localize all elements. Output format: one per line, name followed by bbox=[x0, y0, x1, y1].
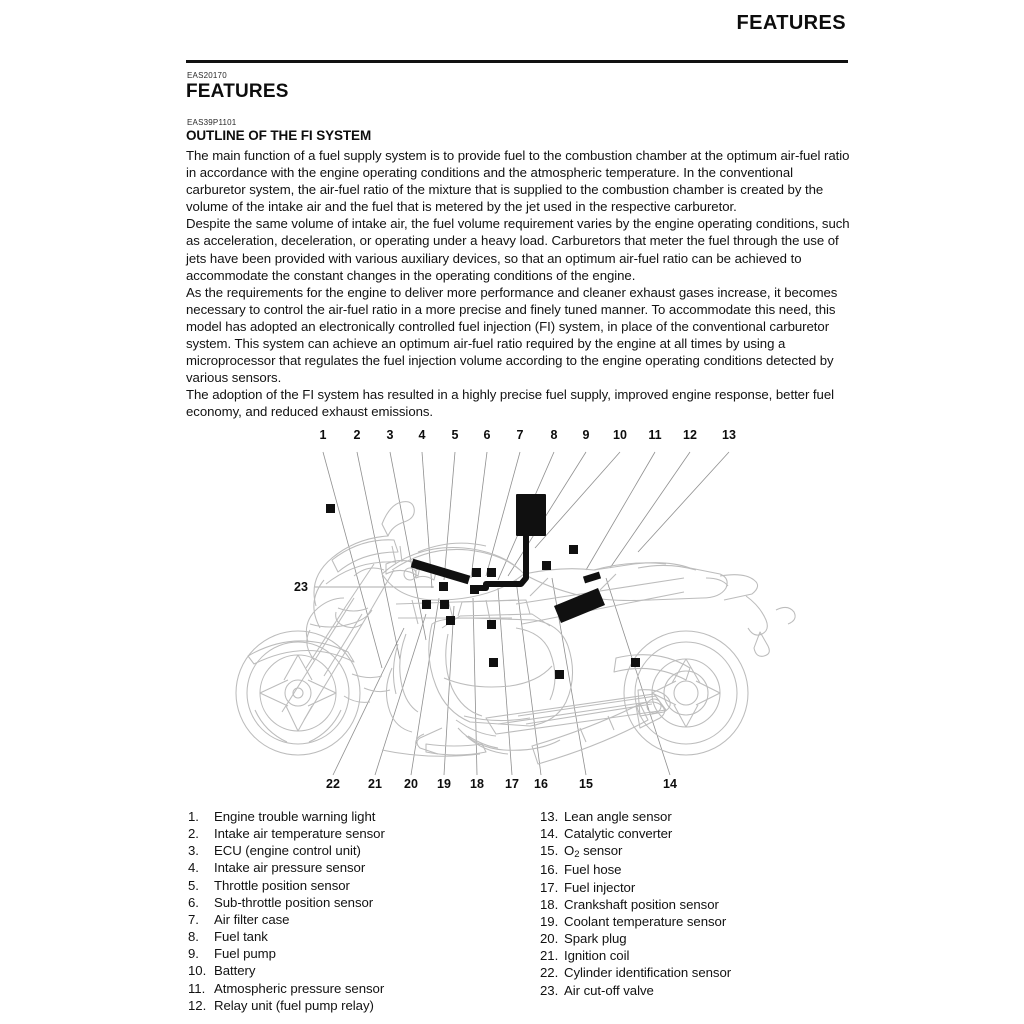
legend-number: 13. bbox=[540, 809, 559, 824]
paragraph-4: The adoption of the FI system has resulted in a highly precise fuel supply, improved engine response, better fuel economy, and reduced exhaust emissions. bbox=[186, 387, 834, 420]
legend-label: Ignition coil bbox=[564, 948, 630, 964]
legend-label: Fuel injector bbox=[564, 879, 636, 895]
section-title: FEATURES bbox=[186, 81, 289, 102]
legend-label: Fuel hose bbox=[564, 862, 622, 878]
list-item bbox=[188, 945, 518, 962]
legend-label: Cylinder identification sensor bbox=[564, 965, 732, 981]
legend-number: 15. bbox=[540, 843, 559, 859]
legend-label: Fuel pump bbox=[214, 946, 276, 962]
legend-number: 22. bbox=[540, 965, 559, 981]
list-item bbox=[188, 980, 518, 997]
callout-23: 23 bbox=[294, 580, 308, 594]
callout-7: 7 bbox=[516, 428, 524, 442]
legend-number: 4. bbox=[188, 860, 199, 876]
callout-13: 13 bbox=[722, 428, 736, 442]
list-item bbox=[188, 859, 518, 876]
callout-22: 22 bbox=[326, 777, 340, 791]
legend-number: 21. bbox=[540, 948, 559, 964]
paragraph-2: Despite the same volume of intake air, the fuel volume requirement varies by the engine operating conditions, such as acceleration, deceleration, or operating under a heavy load. Carburetors that meter the fuel through the use of jets have been provided with various auxiliary devices, so that an optimum air-fuel ratio can be achieved to accommodate the constant changes in the operating conditions of the engine. bbox=[186, 216, 850, 283]
legend-column-right bbox=[540, 808, 851, 999]
legend-number: 7. bbox=[188, 911, 199, 927]
legend-number: 18. bbox=[540, 896, 559, 912]
paragraph-1: The main function of a fuel supply system is to provide fuel to the combustion chamber at the optimum air-fuel ratio in accordance with the engine operating conditions and the atmospheric temperature. In the conventional carburetor system, the air-fuel ratio of the mixture that is supplied to the combustion chamber is created by the volume of the intake air and the fuel that is metered by the jet used in the respective carburetor. bbox=[186, 148, 850, 215]
legend-label: Battery bbox=[214, 963, 256, 979]
callout-2: 2 bbox=[353, 428, 361, 442]
legend-label: Coolant temperature sensor bbox=[564, 913, 727, 929]
list-item bbox=[188, 962, 518, 979]
callout-20: 20 bbox=[404, 777, 418, 791]
legend-label: Fuel tank bbox=[214, 929, 268, 945]
callout-15: 15 bbox=[579, 777, 593, 791]
callout-5: 5 bbox=[451, 428, 459, 442]
section-code: EAS20170 bbox=[187, 71, 227, 80]
legend-label: $O_2$ sensor bbox=[564, 843, 623, 861]
list-item bbox=[540, 947, 851, 964]
list-item bbox=[540, 861, 851, 878]
subsection-title: OUTLINE OF THE FI SYSTEM bbox=[186, 128, 372, 143]
legend-number: 10. bbox=[188, 963, 207, 979]
legend-label: Air cut-off valve bbox=[564, 982, 654, 998]
list-item bbox=[188, 808, 518, 825]
legend-number: 1. bbox=[188, 809, 199, 824]
legend-column-left bbox=[188, 808, 518, 1014]
callout-3: 3 bbox=[386, 428, 394, 442]
legend-number: 9. bbox=[188, 946, 199, 962]
legend-number: 3. bbox=[188, 843, 199, 859]
callout-19: 19 bbox=[437, 777, 451, 791]
legend-label: Atmospheric pressure sensor bbox=[214, 980, 385, 996]
leader-lines-bottom bbox=[333, 578, 670, 775]
callout-17: 17 bbox=[505, 777, 519, 791]
legend-label: Catalytic converter bbox=[564, 826, 673, 842]
legend-label: Spark plug bbox=[564, 931, 627, 947]
legend-number: 14. bbox=[540, 826, 559, 842]
list-item bbox=[540, 808, 851, 825]
paragraph-3: As the requirements for the engine to deliver more performance and cleaner exhaust gases increase, it becomes necessary to control the air-fuel ratio in a more precise and finely tuned manner. To accommodate this need, this model has adopted an electronically controlled fuel injection (FI) system, in place of the conventional carburetor system. This system can achieve an optimum air-fuel ratio required by the engine at all times by using a microprocessor that regulates the fuel injection volume according to the engine operating conditions detected by various sensors. bbox=[186, 284, 838, 386]
legend-number: 11. bbox=[188, 980, 206, 996]
legend-number: 16. bbox=[540, 862, 559, 878]
subsection-code: EAS39P1101 bbox=[187, 118, 237, 127]
callout-8: 8 bbox=[550, 428, 558, 442]
list-item bbox=[188, 997, 518, 1014]
component-markers bbox=[326, 494, 640, 679]
list-item bbox=[540, 825, 851, 842]
list-item bbox=[188, 877, 518, 894]
list-item bbox=[540, 982, 851, 999]
callout-21: 21 bbox=[368, 777, 382, 791]
list-item bbox=[540, 879, 851, 896]
callout-6: 6 bbox=[483, 428, 491, 442]
legend-number: 6. bbox=[188, 894, 199, 910]
list-item bbox=[540, 842, 851, 861]
list-item bbox=[188, 894, 518, 911]
motorcycle-line-art bbox=[186, 428, 851, 810]
legend-label: Crankshaft position sensor bbox=[564, 896, 719, 912]
legend-number: 8. bbox=[188, 929, 199, 945]
legend-label: Intake air pressure sensor bbox=[214, 860, 366, 876]
list-item bbox=[540, 913, 851, 930]
list-item bbox=[188, 911, 518, 928]
legend-label: Relay unit (fuel pump relay) bbox=[214, 997, 374, 1013]
legend-label: Throttle position sensor bbox=[214, 877, 350, 893]
list-item bbox=[188, 842, 518, 859]
legend-label: Intake air temperature sensor bbox=[214, 826, 385, 842]
legend-number: 12. bbox=[188, 997, 207, 1013]
legend-number: 5. bbox=[188, 877, 199, 893]
legend-label: Lean angle sensor bbox=[564, 809, 672, 824]
header-rule bbox=[186, 60, 848, 63]
list-item bbox=[540, 930, 851, 947]
running-header-title: FEATURES bbox=[736, 12, 846, 34]
list-item bbox=[540, 964, 851, 981]
legend-number: 19. bbox=[540, 913, 559, 929]
legend-label: Air filter case bbox=[214, 911, 290, 927]
motorcycle-outline bbox=[236, 502, 795, 764]
legend-number: 23. bbox=[540, 982, 559, 998]
fi-system-diagram bbox=[186, 428, 851, 810]
legend-number: 17. bbox=[540, 879, 559, 895]
legend-number: 20. bbox=[540, 931, 559, 947]
list-item bbox=[540, 896, 851, 913]
legend-number: 2. bbox=[188, 826, 199, 842]
callout-18: 18 bbox=[470, 777, 484, 791]
callout-4: 4 bbox=[418, 428, 426, 442]
body-text bbox=[186, 147, 851, 421]
callout-10: 10 bbox=[613, 428, 627, 442]
callout-1: 1 bbox=[319, 428, 327, 442]
callout-9: 9 bbox=[582, 428, 590, 442]
list-item bbox=[188, 928, 518, 945]
callout-16: 16 bbox=[534, 777, 548, 791]
legend-label: ECU (engine control unit) bbox=[214, 843, 361, 859]
callout-12: 12 bbox=[683, 428, 697, 442]
callout-14: 14 bbox=[663, 777, 677, 791]
list-item bbox=[188, 825, 518, 842]
callout-11: 11 bbox=[648, 428, 662, 442]
legend-label: Engine trouble warning light bbox=[214, 809, 376, 824]
legend-label: Sub-throttle position sensor bbox=[214, 894, 374, 910]
component-legend bbox=[186, 808, 851, 1024]
